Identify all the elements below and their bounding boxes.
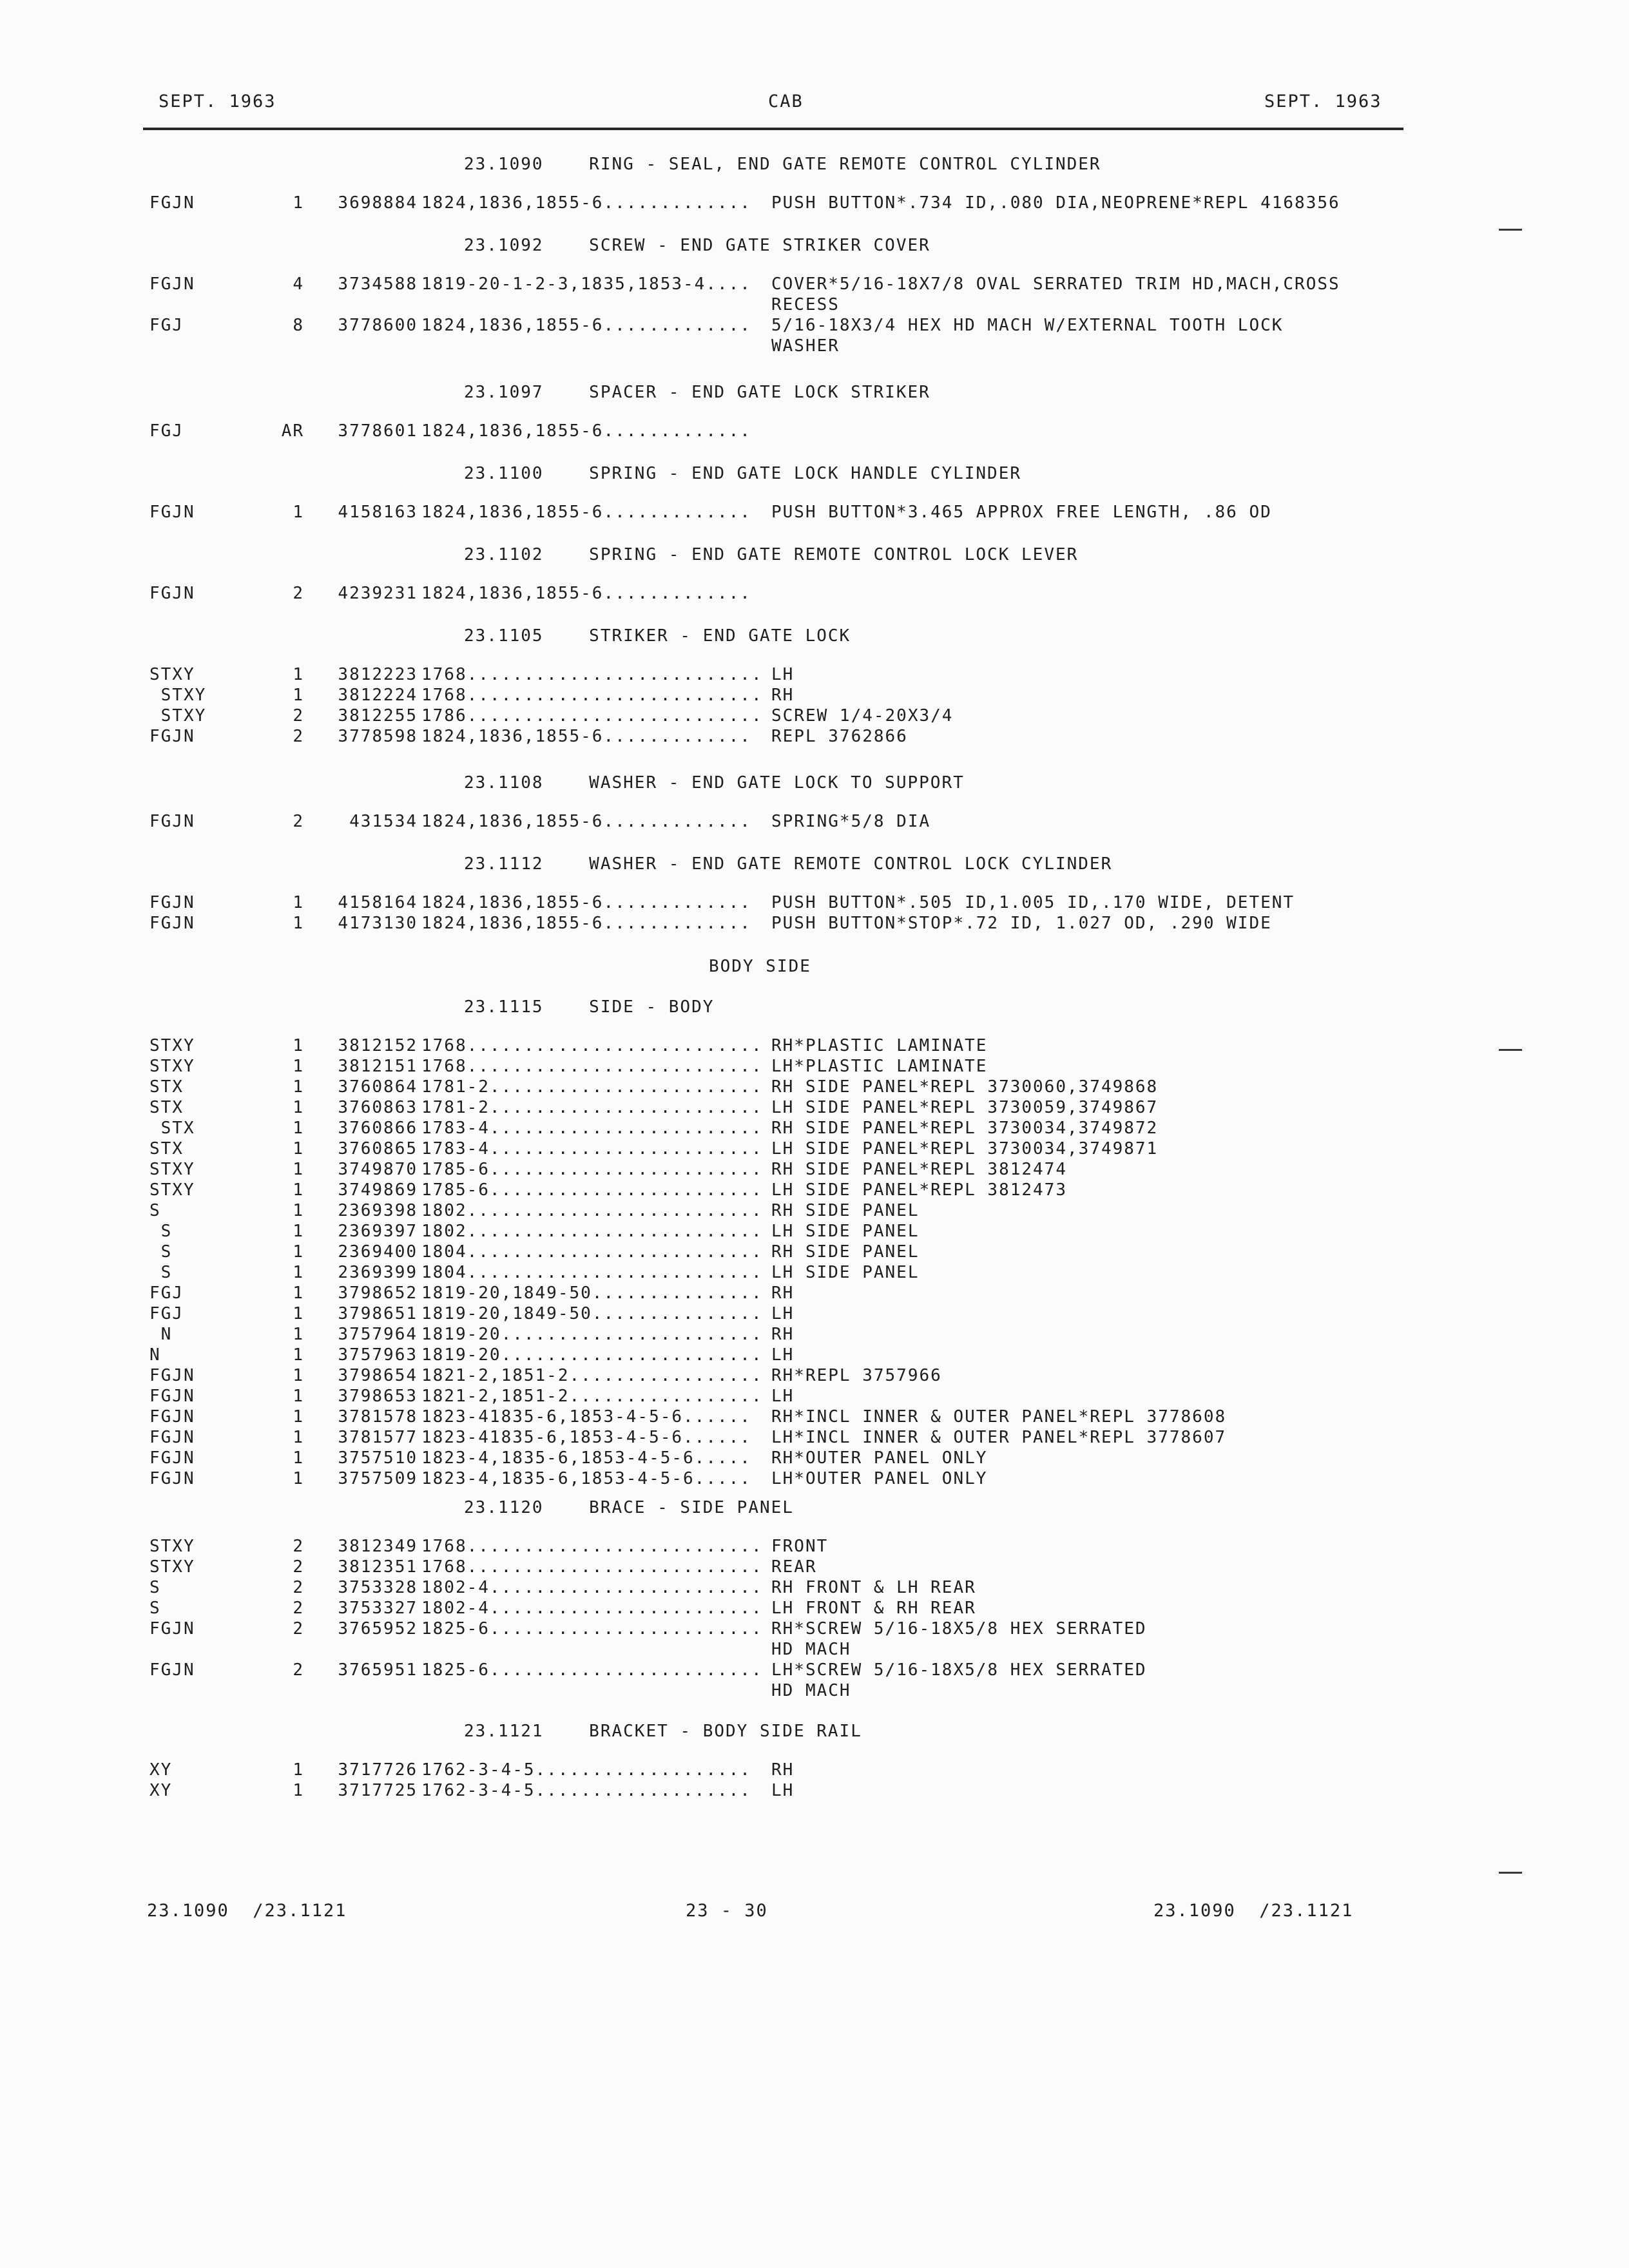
part-number: 3753327: [338, 1599, 418, 1618]
part-row: [149, 1057, 1438, 1077]
part-description: RH FRONT & LH REAR: [771, 1578, 976, 1597]
part-number: 3812223: [338, 665, 418, 684]
model-numbers: 1824,1836,1855-6.............: [421, 727, 751, 746]
model-numbers: 1825-6........................: [421, 1660, 763, 1680]
header-right-date: SEPT. 1963: [1264, 91, 1382, 111]
margin-mark: [1499, 1049, 1522, 1051]
quantity: 1: [293, 1428, 304, 1447]
quantity: 1: [293, 1077, 304, 1097]
part-description: REAR: [771, 1557, 817, 1577]
page-number: 23 - 30: [686, 1901, 768, 1921]
part-description: RH: [771, 1325, 795, 1344]
part-number: 3757510: [338, 1448, 418, 1468]
part-description: RECESS: [771, 295, 840, 314]
part-number: 3778598: [338, 727, 418, 746]
application-code: STX: [149, 1119, 195, 1138]
model-numbers: 1824,1836,1855-6.............: [421, 503, 751, 522]
application-code: FGJN: [149, 584, 195, 603]
part-number: 3698884: [338, 193, 418, 213]
part-row: [149, 295, 1438, 316]
application-code: FGJN: [149, 1469, 195, 1488]
application-code: FGJ: [149, 316, 184, 335]
part-number: 431534: [349, 812, 418, 831]
quantity: 1: [293, 1325, 304, 1344]
application-code: N: [149, 1345, 161, 1365]
part-description: LH SIDE PANEL: [771, 1222, 920, 1241]
quantity: 2: [293, 727, 304, 746]
model-numbers: 1824,1836,1855-6.............: [421, 421, 751, 441]
part-row: [149, 1283, 1438, 1304]
model-numbers: 1762-3-4-5...................: [421, 1760, 751, 1780]
application-code: FGJN: [149, 503, 195, 522]
model-numbers: 1819-20.......................: [421, 1325, 763, 1344]
quantity: 1: [293, 1242, 304, 1262]
part-row: [149, 1077, 1438, 1098]
model-numbers: 1781-2........................: [421, 1077, 763, 1097]
model-numbers: 1802-4........................: [421, 1578, 763, 1597]
part-description: LH*OUTER PANEL ONLY: [771, 1469, 988, 1488]
section-heading: 23.1092 SCREW - END GATE STRIKER COVER: [464, 236, 930, 255]
quantity: 1: [293, 193, 304, 213]
quantity: 1: [293, 686, 304, 705]
quantity: 2: [293, 1619, 304, 1639]
part-number: 3812349: [338, 1537, 418, 1556]
part-number: 3760863: [338, 1098, 418, 1117]
model-numbers: 1768..........................: [421, 1537, 763, 1556]
application-code: FGJN: [149, 274, 195, 294]
application-code: S: [149, 1242, 173, 1262]
part-number: 3757964: [338, 1325, 418, 1344]
quantity: 1: [293, 503, 304, 522]
part-row: [149, 812, 1438, 832]
application-code: FGJN: [149, 812, 195, 831]
application-code: FGJN: [149, 1619, 195, 1639]
quantity: 1: [293, 1222, 304, 1241]
model-numbers: 1768..........................: [421, 686, 763, 705]
footer-range-left: 23.1090 /23.1121: [147, 1901, 347, 1921]
part-number: 2369398: [338, 1201, 418, 1220]
application-code: STXY: [149, 665, 195, 684]
model-numbers: 1768..........................: [421, 1557, 763, 1577]
quantity: 1: [293, 1160, 304, 1179]
header-left-date: SEPT. 1963: [159, 91, 276, 111]
application-code: FGJN: [149, 1448, 195, 1468]
application-code: FGJN: [149, 727, 195, 746]
part-row: [149, 1263, 1438, 1283]
application-code: STXY: [149, 686, 207, 705]
model-numbers: 1819-20.......................: [421, 1345, 763, 1365]
model-numbers: 1819-20-1-2-3,1835,1853-4....: [421, 274, 751, 294]
part-description: COVER*5/16-18X7/8 OVAL SERRATED TRIM HD,MACH,CROSS: [771, 274, 1340, 294]
part-number: 3765952: [338, 1619, 418, 1639]
part-description: SCREW 1/4-20X3/4: [771, 706, 954, 726]
quantity: 1: [293, 1180, 304, 1200]
part-description: LH: [771, 1304, 795, 1323]
part-description: LH SIDE PANEL: [771, 1263, 920, 1282]
part-description: LH*INCL INNER & OUTER PANEL*REPL 3778607: [771, 1428, 1227, 1447]
application-code: XY: [149, 1760, 173, 1780]
part-description: LH: [771, 665, 795, 684]
application-code: STX: [149, 1077, 184, 1097]
section-heading: 23.1115 SIDE - BODY: [464, 997, 715, 1017]
section-heading: 23.1120 BRACE - SIDE PANEL: [464, 1498, 794, 1517]
model-numbers: 1819-20,1849-50...............: [421, 1283, 763, 1303]
quantity: 1: [293, 1760, 304, 1780]
part-number: 3798652: [338, 1283, 418, 1303]
part-description: PUSH BUTTON*STOP*.72 ID, 1.027 OD, .290 WIDE: [771, 914, 1272, 933]
part-description: LH: [771, 1345, 795, 1365]
part-number: 3757509: [338, 1469, 418, 1488]
application-code: STXY: [149, 1036, 195, 1055]
margin-mark: [1499, 229, 1522, 231]
part-row: [149, 1660, 1438, 1681]
part-row: [149, 1366, 1438, 1387]
part-number: 2369397: [338, 1222, 418, 1241]
model-numbers: 1785-6........................: [421, 1160, 763, 1179]
quantity: 1: [293, 1283, 304, 1303]
model-numbers: 1802..........................: [421, 1201, 763, 1220]
part-row: [149, 727, 1438, 747]
application-code: STXY: [149, 1057, 195, 1076]
application-code: STXY: [149, 1557, 195, 1577]
part-description: RH*INCL INNER & OUTER PANEL*REPL 3778608: [771, 1407, 1227, 1427]
part-number: 4173130: [338, 914, 418, 933]
part-row: [149, 421, 1438, 442]
model-numbers: 1825-6........................: [421, 1619, 763, 1639]
model-numbers: 1786..........................: [421, 706, 763, 726]
part-number: 3812224: [338, 686, 418, 705]
part-row: [149, 1448, 1438, 1469]
part-row: [149, 686, 1438, 706]
part-row: [149, 193, 1438, 214]
application-code: XY: [149, 1781, 173, 1800]
quantity: 2: [293, 812, 304, 831]
quantity: 2: [293, 584, 304, 603]
quantity: 1: [293, 1345, 304, 1365]
part-number: 3781577: [338, 1428, 418, 1447]
section-heading: 23.1108 WASHER - END GATE LOCK TO SUPPORT: [464, 773, 965, 793]
application-code: FGJN: [149, 1660, 195, 1680]
part-row: [149, 336, 1438, 357]
part-number: 3798653: [338, 1387, 418, 1406]
model-numbers: 1768..........................: [421, 1036, 763, 1055]
part-description: LH SIDE PANEL*REPL 3812473: [771, 1180, 1067, 1200]
application-code: STX: [149, 1139, 184, 1158]
application-code: FGJN: [149, 193, 195, 213]
part-row: [149, 1469, 1438, 1490]
part-description: HD MACH: [771, 1640, 851, 1659]
part-row: [149, 1781, 1438, 1802]
quantity: 1: [293, 1201, 304, 1220]
part-number: 3760865: [338, 1139, 418, 1158]
model-numbers: 1804..........................: [421, 1263, 763, 1282]
application-code: S: [149, 1222, 173, 1241]
part-number: 3798654: [338, 1366, 418, 1385]
part-row: [149, 584, 1438, 604]
quantity: 1: [293, 1781, 304, 1800]
part-number: 3812255: [338, 706, 418, 726]
part-description: RH SIDE PANEL*REPL 3730034,3749872: [771, 1119, 1159, 1138]
quantity: 1: [293, 1057, 304, 1076]
model-numbers: 1824,1836,1855-6.............: [421, 893, 751, 912]
footer-range-right: 23.1090 /23.1121: [1153, 1901, 1354, 1921]
part-description: REPL 3762866: [771, 727, 908, 746]
quantity: 1: [293, 1304, 304, 1323]
part-description: LH SIDE PANEL*REPL 3730059,3749867: [771, 1098, 1159, 1117]
part-number: 3812151: [338, 1057, 418, 1076]
part-number: 3749869: [338, 1180, 418, 1200]
quantity: 2: [293, 1557, 304, 1577]
application-code: FGJ: [149, 421, 184, 441]
part-number: 3757963: [338, 1345, 418, 1365]
quantity: 2: [293, 706, 304, 726]
model-numbers: 1802..........................: [421, 1222, 763, 1241]
quantity: 2: [293, 1660, 304, 1680]
part-row: [149, 1119, 1438, 1139]
quantity: 2: [293, 1578, 304, 1597]
part-row: [149, 1619, 1438, 1640]
header-section-title: CAB: [768, 91, 804, 111]
part-row: [149, 274, 1438, 295]
part-number: 3765951: [338, 1660, 418, 1680]
part-description: PUSH BUTTON*3.465 APPROX FREE LENGTH, .86 OD: [771, 503, 1272, 522]
quantity: 2: [293, 1537, 304, 1556]
part-row: [149, 1599, 1438, 1619]
part-description: RH SIDE PANEL: [771, 1242, 920, 1262]
part-row: [149, 1180, 1438, 1201]
part-number: 4239231: [338, 584, 418, 603]
application-code: FGJN: [149, 1428, 195, 1447]
application-code: FGJN: [149, 1387, 195, 1406]
model-numbers: 1819-20,1849-50...............: [421, 1304, 763, 1323]
part-row: [149, 1160, 1438, 1180]
part-description: PUSH BUTTON*.734 ID,.080 DIA,NEOPRENE*REPL 4168356: [771, 193, 1340, 213]
part-row: [149, 1304, 1438, 1325]
part-description: LH*SCREW 5/16-18X5/8 HEX SERRATED: [771, 1660, 1147, 1680]
part-number: 3812351: [338, 1557, 418, 1577]
model-numbers: 1768..........................: [421, 665, 763, 684]
model-numbers: 1804..........................: [421, 1242, 763, 1262]
model-numbers: 1821-2,1851-2.................: [421, 1366, 763, 1385]
part-row: [149, 914, 1438, 934]
model-numbers: 1823-41835-6,1853-4-5-6......: [421, 1407, 751, 1427]
part-description: RH SIDE PANEL: [771, 1201, 920, 1220]
model-numbers: 1783-4........................: [421, 1119, 763, 1138]
application-code: N: [149, 1325, 173, 1344]
part-description: 5/16-18X3/4 HEX HD MACH W/EXTERNAL TOOTH LOCK: [771, 316, 1284, 335]
quantity: 1: [293, 1139, 304, 1158]
quantity: AR: [281, 421, 304, 441]
part-row: [149, 1222, 1438, 1242]
model-numbers: 1781-2........................: [421, 1098, 763, 1117]
application-code: STXY: [149, 706, 207, 726]
part-number: 3760864: [338, 1077, 418, 1097]
group-heading: BODY SIDE: [709, 957, 811, 976]
quantity: 1: [293, 1448, 304, 1468]
part-number: 3717725: [338, 1781, 418, 1800]
part-description: RH*SCREW 5/16-18X5/8 HEX SERRATED: [771, 1619, 1147, 1639]
part-description: RH*OUTER PANEL ONLY: [771, 1448, 988, 1468]
part-description: LH SIDE PANEL*REPL 3730034,3749871: [771, 1139, 1159, 1158]
section-heading: 23.1105 STRIKER - END GATE LOCK: [464, 626, 851, 646]
part-description: LH*PLASTIC LAMINATE: [771, 1057, 988, 1076]
model-numbers: 1824,1836,1855-6.............: [421, 584, 751, 603]
quantity: 4: [293, 274, 304, 294]
section-heading: 23.1090 RING - SEAL, END GATE REMOTE CONTROL CYLINDER: [464, 155, 1101, 174]
quantity: 1: [293, 1407, 304, 1427]
section-heading: 23.1097 SPACER - END GATE LOCK STRIKER: [464, 383, 930, 402]
application-code: STXY: [149, 1537, 195, 1556]
application-code: S: [149, 1599, 161, 1618]
part-row: [149, 1760, 1438, 1781]
quantity: 1: [293, 665, 304, 684]
part-number: 3753328: [338, 1578, 418, 1597]
part-row: [149, 1407, 1438, 1428]
model-numbers: 1783-4........................: [421, 1139, 763, 1158]
part-row: [149, 1578, 1438, 1599]
part-description: RH*REPL 3757966: [771, 1366, 942, 1385]
part-description: RH SIDE PANEL*REPL 3730060,3749868: [771, 1077, 1159, 1097]
part-number: 3781578: [338, 1407, 418, 1427]
model-numbers: 1823-41835-6,1853-4-5-6......: [421, 1428, 751, 1447]
part-row: [149, 1387, 1438, 1407]
model-numbers: 1824,1836,1855-6.............: [421, 812, 751, 831]
model-numbers: 1824,1836,1855-6.............: [421, 193, 751, 213]
part-row: [149, 893, 1438, 914]
quantity: 1: [293, 1366, 304, 1385]
part-number: 3798651: [338, 1304, 418, 1323]
application-code: FGJ: [149, 1304, 184, 1323]
quantity: 1: [293, 1387, 304, 1406]
application-code: FGJN: [149, 1366, 195, 1385]
part-row: [149, 316, 1438, 336]
part-number: 3717726: [338, 1760, 418, 1780]
part-row: [149, 1242, 1438, 1263]
section-heading: 23.1102 SPRING - END GATE REMOTE CONTROL LOCK LEVER: [464, 545, 1079, 564]
part-row: [149, 1557, 1438, 1578]
part-description: RH*PLASTIC LAMINATE: [771, 1036, 988, 1055]
part-number: 4158163: [338, 503, 418, 522]
margin-mark: [1499, 1872, 1522, 1874]
application-code: FGJN: [149, 914, 195, 933]
model-numbers: 1823-4,1835-6,1853-4-5-6.....: [421, 1469, 751, 1488]
quantity: 1: [293, 1098, 304, 1117]
part-description: RH: [771, 1283, 795, 1303]
quantity: 1: [293, 1263, 304, 1282]
part-row: [149, 1098, 1438, 1119]
part-row: [149, 1036, 1438, 1057]
application-code: S: [149, 1263, 173, 1282]
part-number: 3778601: [338, 421, 418, 441]
quantity: 1: [293, 1469, 304, 1488]
quantity: 1: [293, 1119, 304, 1138]
part-row: [149, 1345, 1438, 1366]
part-description: FRONT: [771, 1537, 829, 1556]
application-code: FGJN: [149, 1407, 195, 1427]
part-description: RH: [771, 1760, 795, 1780]
part-row: [149, 1428, 1438, 1448]
application-code: STXY: [149, 1180, 195, 1200]
quantity: 8: [293, 316, 304, 335]
part-row: [149, 1325, 1438, 1345]
model-numbers: 1821-2,1851-2.................: [421, 1387, 763, 1406]
part-description: LH: [771, 1387, 795, 1406]
model-numbers: 1785-6........................: [421, 1180, 763, 1200]
section-heading: 23.1100 SPRING - END GATE LOCK HANDLE CYLINDER: [464, 464, 1022, 483]
part-number: 3734588: [338, 274, 418, 294]
application-code: FGJ: [149, 1283, 184, 1303]
part-row: [149, 1139, 1438, 1160]
part-number: 3778600: [338, 316, 418, 335]
model-numbers: 1802-4........................: [421, 1599, 763, 1618]
part-row: [149, 665, 1438, 686]
application-code: STX: [149, 1098, 184, 1117]
part-row: [149, 1537, 1438, 1557]
part-number: 2369400: [338, 1242, 418, 1262]
part-row: [149, 503, 1438, 523]
application-code: S: [149, 1578, 161, 1597]
part-description: RH: [771, 686, 795, 705]
model-numbers: 1762-3-4-5...................: [421, 1781, 751, 1800]
model-numbers: 1768..........................: [421, 1057, 763, 1076]
model-numbers: 1824,1836,1855-6.............: [421, 316, 751, 335]
model-numbers: 1824,1836,1855-6.............: [421, 914, 751, 933]
part-number: 4158164: [338, 893, 418, 912]
part-row: [149, 1640, 1438, 1660]
part-description: HD MACH: [771, 1681, 851, 1700]
application-code: STXY: [149, 1160, 195, 1179]
application-code: S: [149, 1201, 161, 1220]
part-description: LH FRONT & RH REAR: [771, 1599, 976, 1618]
quantity: 1: [293, 914, 304, 933]
section-heading: 23.1112 WASHER - END GATE REMOTE CONTROL LOCK CYLINDER: [464, 854, 1113, 874]
section-heading: 23.1121 BRACKET - BODY SIDE RAIL: [464, 1722, 862, 1741]
part-number: 3760866: [338, 1119, 418, 1138]
part-description: WASHER: [771, 336, 840, 356]
part-number: 3749870: [338, 1160, 418, 1179]
quantity: 2: [293, 1599, 304, 1618]
part-description: LH: [771, 1781, 795, 1800]
quantity: 1: [293, 893, 304, 912]
part-description: PUSH BUTTON*.505 ID,1.005 ID,.170 WIDE, DETENT: [771, 893, 1295, 912]
part-description: SPRING*5/8 DIA: [771, 812, 931, 831]
part-row: [149, 706, 1438, 727]
part-row: [149, 1681, 1438, 1702]
application-code: FGJN: [149, 893, 195, 912]
quantity: 1: [293, 1036, 304, 1055]
part-row: [149, 1201, 1438, 1222]
part-description: RH SIDE PANEL*REPL 3812474: [771, 1160, 1067, 1179]
header-rule: [143, 128, 1403, 130]
model-numbers: 1823-4,1835-6,1853-4-5-6.....: [421, 1448, 751, 1468]
part-number: 3812152: [338, 1036, 418, 1055]
part-number: 2369399: [338, 1263, 418, 1282]
